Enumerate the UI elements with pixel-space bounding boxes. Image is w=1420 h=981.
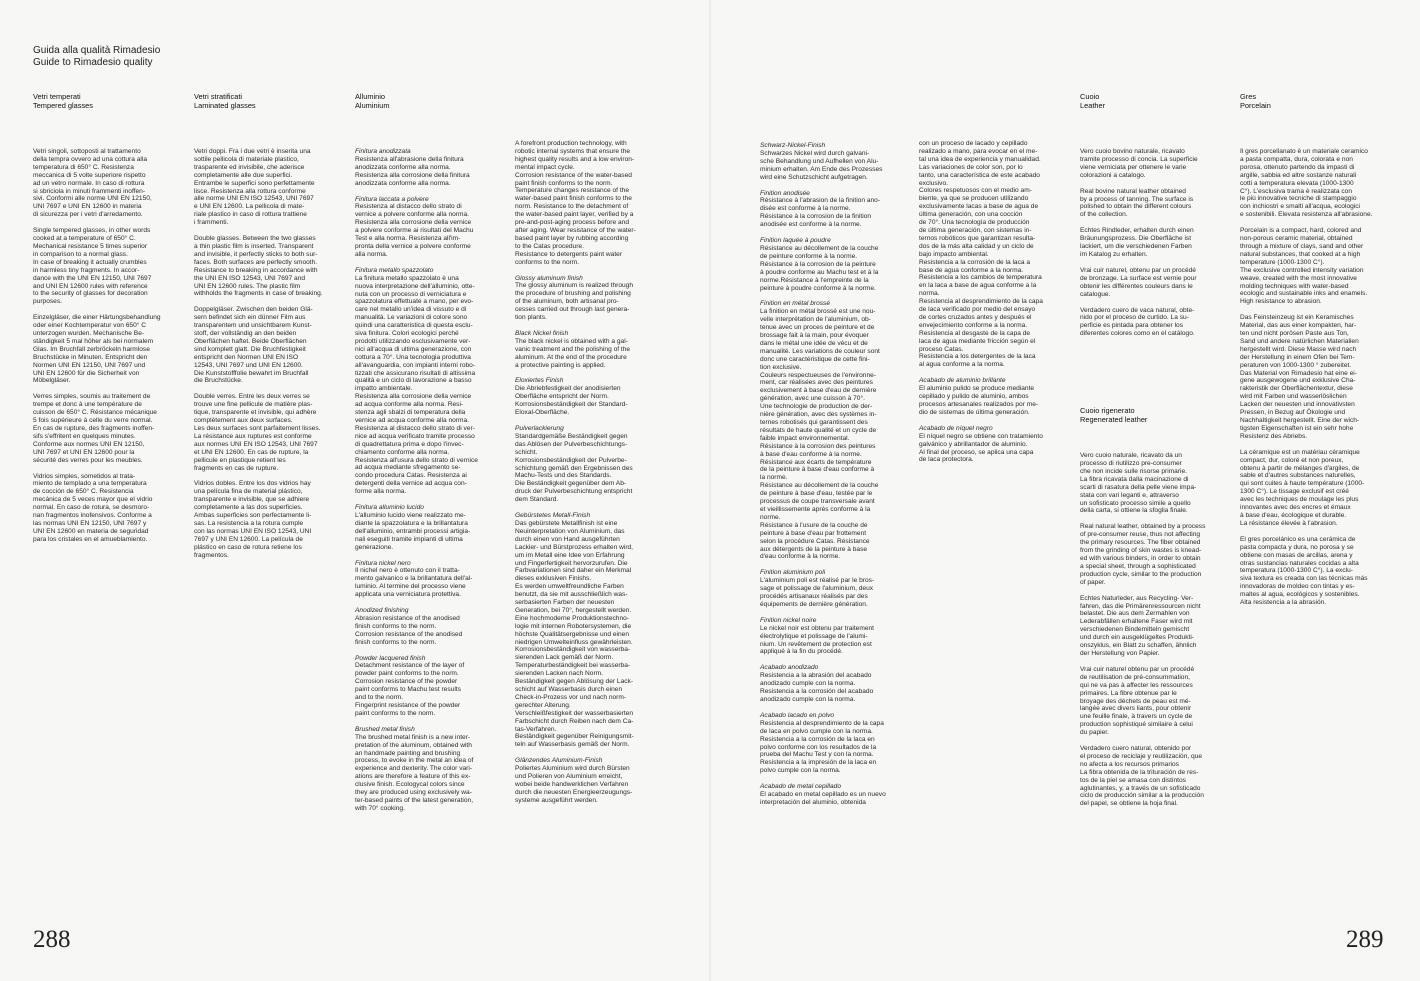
finish-block: [355, 267, 505, 496]
section-spacer: [1080, 346, 1228, 406]
page-gutter: [709, 0, 711, 981]
paragraph: Il gres porcellanato è un materiale ceramico a pasta compatta, dura, colorata e non porosa, ottenuto partendo da impasti di argille, sabbia ed altre sostanze naturali cotti a temperatura elevata (1000-1300 C°). L'esclusiva trama è realizzata con le più innovative tecniche di stampaggio con inchiostri e smalti all'acqua, ecologici e sostenibili. Elevata resistenza all'abrasione.: [1240, 148, 1373, 219]
finish-text: La finition en métal brossé est une nou- velle interprétation de l'aluminium, ob- tenue avec un proces de peinture et de brossage fait à la main, pour évoquer dans le métal une idée de vécu et de manualité. Les variations de couleur sont donc une caractéristique de cette fini- tion exclusive. Couleurs respectueuses de l'environne- ment, car réalisées avec des peintures exclusivement à base d'eau de dernière génération, avec une cuisson à 70°. Une technologie de production de der- nière génération, avec des systèmes in- ternes robotisés qui garantissent des résultats de haute qualité et un cycle de faible impact environnemental. Résistance à la corrosion des peintures à base d'eau conforme à la norme. Résistance aux écarts de température de la peinture à base d'eau conforme à la norme. Résistance au décollement de la couche de peinture à base d'eau, testée par le processus de coupe transversale avant et vieillissemente après conforme à la norme. Résistance à l'usure de la couche de peinture à base d'eau par frottement selon la procédure Catas. Résistance aux détergents de la peinture à base d'eau conforme à la norme.: [760, 308, 880, 561]
paragraph: Echtes Rindleder, erhalten durch einen Bräunungsprozess. Die Oberfläche ist lackiert, um die verschiedenen Farben im Katalog zu erhalten.: [1080, 227, 1194, 258]
finish-title: Finition anodisée: [760, 189, 810, 197]
section-heading-regenerated-it: Cuoio rigenerato: [1080, 406, 1135, 416]
finish-text: Abrasion resistance of the anodised finish conforms to the norm. Corrosion resistance of the anodised finish conforms to the norm.: [355, 614, 463, 646]
section-heading-it: Vetri stratificati: [194, 92, 243, 101]
finish-title: Eloxiertes Finish: [515, 377, 564, 385]
paragraph: Double glasses. Between the two glasses a thin plastic film is inserted. Transparent and invisible, it perfectly sticks to both sur- faces. Both surfaces are perfectly smooth. Resistance to breaking in accordance with the UNI EN ISO 12543, UNI 7697 and UNI EN 12600 rules. The plastic film withholds the fragments in case of breaking.: [194, 235, 323, 298]
finish-text: El níquel negro se obtiene con tratamiento galvánico y abrillantador de aluminio. Al final del proceso, se aplica una capa de laca protectora.: [919, 432, 1043, 464]
finish-title: Black Nickel finish: [515, 329, 569, 337]
paragraph: Das Feinsteinzeug ist ein Keramisches Material, das aus einer kompakten, har- ten und nicht porösen Paste aus Ton, Sand und andere natürlichen Materialien hergestellt wird. Diese Masse wird nach der Herstellung in einem Ofen bei Tem- peraturen von 1000-1300 ° zubereitet. Das Material von Rimadesio hat eine ei- gene ausgewogene und exklusive Cha- rakteristik der Oberflächentextur, diese wird mit Farben und wasserlöslichen Lacken der neuesten und innovativsten Pressen, in Bezug auf Ökologie und Nachhaltigkeit hergestellt. Eine der wich- tigsten Eigenschaften ist ein sehr hohe Resistenz des Abriebs.: [1240, 314, 1360, 440]
section-heading: [33, 92, 181, 110]
finish-block: [355, 196, 505, 259]
paragraph: Double verres. Entre les deux verres se trouve une fine pellicule de matière plas- tique, transparente et invisible, qui adhère complètement aux deux surfaces. Les deux surfaces sont parfaitement lisses. La résistance aux ruptures est conforme aux normes UNI EN ISO 12543, UNI 7697 et UNI EN 12600. En cas de rupture, la pellicule en plastique retient les fragments en cas de rupture.: [194, 393, 321, 472]
paragraph: Real bovine natural leather obtained by a process of tanning. The surface is polished to obtain the different colours of the collection.: [1080, 187, 1194, 219]
finish-text: con un proceso de lacado y cepillado realizado a mano, para evocar en el me- tal una idea de experiencia y manualidad. Las variaciones de color son, por lo tanto, una característica de este acabado exclusivo. Colores respetuosos con el medio am- biente, ya que se producen utilizando exclusivamente lacas a base de agua de última generación, con una cocción de 70°. Una tecnología de producción de última generación, con sistemas in- ternos robóticos que garantizan resulta- dos de la más alta calidad y un ciclo de bajo impacto ambiental. Resistencia a la corrosión de la laca a base de agua conforme a la norma. Resistencia a los cambios de temperatura en la laca a base de agua conforme a la norma. Resistencia al desprendimiento de la capa de laca verificado por medio del ensayo de cortes cruzados antes y después el envejecimiento conforme a la norma. Resistencia al desgaste de la capa de laca de agua mediante fricción según el proceso Catas. Resistencia a los detergentes de la laca al agua conforme a la norma.: [919, 140, 1043, 369]
paragraph: Vidrios simples, sometidos al trata- miento de templado a una temperatura de cocción de 650° C. Resistencia mecánica de 5 veces mayor que el vidrio normal. En caso de rotura, se desmoro- nan fragmentos inofensivos. Conforme a las normas UNI EN 12150, UNI 7697 y UNI EN 12600 en materia de seguridad para los cristales en el amueblamiento.: [33, 472, 153, 543]
finish-text: Standardgemäße Beständigkeit gegen das Ablösen der Pulverbeschichtungs- schicht. Korrosionsbeständigkeit der Pulverbe- schichtung gemäß den Ergebnissen des Machu-Tests und des Standards. Die Beständigkeit gegenüber dem Ab- druck der Pulverbeschichtung entspricht dem Standard.: [515, 432, 633, 504]
finish-block: [515, 140, 665, 267]
finish-text: The brushed metal finish is a new inter- pretation of the aluminum, obtained with an handmade painting and brushing process, to evoke in the metal an idea of experience and dexterity. The color vari- ations are therefore a feature of this ex- clusive finish. Ecologycal colors since they are produced using exclusively wa- ter-based paints of the latest generation, with 70° cooking.: [355, 733, 474, 812]
finish-block: [760, 190, 910, 230]
section-heading-it: Alluminio: [355, 92, 385, 101]
paragraph: Single tempered glasses, in other words cooked at a temperature of 650° C. Mechanical resistance 5 times superior in comparison to a normal glass. In case of breaking it actually crumbles in harmless tiny fragments. In accor- dance with the UNI EN 12150, UNI 7697 and UNI EN 12600 rules with reference to the security of glasses for decoration purposes.: [33, 227, 152, 306]
finish-text: Résistance au décollement de la couche de peinture conforme à la norme. Résistance à la corrosion de la peinture à poudre conforme au Machu test et à la norme.Résistance à l'empreinte de la peinture à poudre conforme à la norme.: [760, 244, 879, 292]
finish-text: L'alluminio lucido viene realizzato me- diante la spazzolatura e la brillantatura dell'alluminio, entrambi processi artigia- nali eseguiti tramite impianti di ultima generazione.: [355, 511, 471, 551]
finish-title: Pulverlackierung: [515, 425, 564, 432]
finish-block: [355, 655, 505, 718]
section-heading-regenerated-en: Regenerated leather: [1080, 415, 1148, 425]
paragraph: Vero cuoio bovino naturale, ricavato tramite processo di concia. La superficie viene verniciata per ottenere le varie colorazioni a catalogo.: [1080, 148, 1198, 179]
finish-text: Schwarzes Nickel wird durch galvani- sche Behandlung und Aufhellen von Alu- minium erhalten. Am Ende des Prozesses wird eine Schutzschicht aufgetragen.: [760, 149, 883, 181]
paragraph: Echtes Naturleder, aus Recycling- Ver- fahren, das die Primärenressourcen nicht belastet. Die aus dem Zermahlen von Lederabfällen erhaltene Faser wird mit verschiedenen Bindemitteln gemischt und durch ein ausgeklügeltes Produkti- onszyklus, ein Blatt zu schaffen, ähnlich der Herstellung von Papier.: [1080, 594, 1201, 657]
finish-text: Résistance à l'abrasion de la finition ano- disée est conforme à la norme. Résistance à la corrosion de la finition anodisée est conforme à la norme.: [760, 197, 881, 229]
finish-text: The glossy aluminum is realized through the procedure of brushing and polishing of the aluminum, both artisanal pro- cesses carried out through last genera- tion plants.: [515, 282, 634, 322]
finish-title: Acabado de metal cepillado: [760, 783, 842, 791]
finish-text: Le nickel noir est obtenu par traitement électrolytique et polissage de l'alumi- nium. Un revêtement de protection est appliqué à la fin du procédé.: [760, 624, 874, 656]
finish-title: Brushed metal finish: [355, 725, 415, 733]
finish-block: [355, 607, 505, 647]
paragraph: Vetri singoli, sottoposti al trattamento della tempra ovvero ad una cottura alla temperatura di 650° C. Resistenza meccanica di 5 volte superiore rispetto ad un vetro normale. In caso di rottura si sbriciola in minuti frammenti inoffen- sivi. Conformi alle norme UNI EN 12150, UNI 7697 e UNI EN 12600 in materia di sicurezza per i vetri d'arredamento.: [33, 148, 152, 219]
finish-block: [515, 275, 665, 322]
finish-title: Acabado anodizado: [760, 664, 819, 672]
column-tempered-glasses: [33, 92, 181, 552]
finish-text: Detachment resistance of the layer of powder paint conforms to the norm. Corrosion resistance of the powder paint conforms to Machu test results and to the norm. Fingerprint resistance of the powder paint conforms to the norm.: [355, 662, 465, 717]
finish-title: Finition aluminium poli: [760, 569, 826, 577]
finish-title: Finition laquée à poudre: [760, 237, 831, 245]
finish-block: [515, 330, 665, 370]
paragraph: Einzelgläser, die einer Härtungsbehandlung oder einer Kochtemperatur von 650° C unterzogen wurden. Mechanische Be- ständigkeit 5 mal höher als bei normalem Glas. Im Bruchfall zerbröckeln harmlose Bruchstücke in Minuten. Entspricht den Normen UNI EN 12150, UNI 7697 und UNI EN 12600 für die Sicherheit von Möbelgläser.: [33, 314, 161, 385]
column-aluminium: [355, 92, 505, 821]
finish-text: El aluminio pulido se produce mediante cepillado y pulido de aluminio, ambos procesos artesanales realizados por me- dio de sistemas de última generación.: [919, 385, 1039, 416]
section-heading: [194, 92, 344, 110]
paragraph: Porcelain is a compact, hard, colored and non-porous ceramic material, obtained through a mixture of clays, sand and other natural substances, that cooked at a high temperature (1000-1300 C°). The exclusive controlled intensity variation weave, created with the most innovative molding techniques with water-based ecologic and sustainable inks and enamels. High resistance to abrasion.: [1240, 227, 1368, 306]
section-heading-it: Vetri temperati: [33, 92, 81, 101]
finish-title: Anodized finishing: [355, 607, 409, 615]
finish-block: [760, 712, 910, 775]
column-aluminium-fr-es: [760, 140, 910, 815]
paragraph: Vero cuoio naturale, ricavato da un processo di riutilizzo pre-consumer che non incide sulle risorse primarie. La fibra ricavata dalla macinazione di scarti di rasatura della pelle viene impa- stata con vari leganti e, attraverso un sofisticato processo simile a quello della carta, si ottiene la sfoglia finale.: [1080, 452, 1197, 515]
finish-text: Resistenza all'abrasione della finitura anodizzata conforme alla norma. Resistenza alla corrosione della finitura anodizzata conforme alla norma.: [355, 155, 470, 187]
finish-text: Poliertes Aluminium wird durch Bürsten und Polieren von Aluminium erreicht, wobei beide handwerklichen Verfahren durch die neuesten Energieerzeugungs- systeme ausgeführt werden.: [515, 765, 633, 804]
section-heading: [1080, 92, 1228, 110]
paragraph: Vrai cuir naturel obtenu par un procédé de reutilisation de pré-consummation, qui ne va pas à affecter les ressources primaires. La fibre obtenue par le broyage des déchets de peau est mé- langée avec divers liants, pour obtenir une feuille finale, à travers un cycle de production sophistiqué similaire à celui du papier.: [1080, 665, 1195, 737]
finish-title: Acabado de aluminio brillante: [919, 377, 1006, 385]
finish-title: Schwarz-Nickel-Finish: [760, 142, 826, 149]
finish-block: [760, 617, 910, 657]
finish-block: [355, 504, 505, 551]
finish-title: Glänzendes Aluminium-Finish: [515, 757, 603, 765]
finish-block: [760, 569, 910, 609]
finish-text: El acabado en metal cepillado es un nuevo interpretación del aluminio, obtenida: [760, 791, 886, 806]
finish-block: [760, 237, 910, 292]
finish-title: Gebürstetes Metall-Finish: [515, 512, 591, 520]
finish-block: [355, 726, 505, 813]
section-heading-en: Porcelain: [1240, 101, 1271, 110]
paragraph: La céramique est un matériau céramique compact, dur, coloré et non poreux, obtenu à partir de mélanges d'argiles, de sable et d'autres substances naturelles, qui sont cuites à haute température (1000- 1300 C°). Le tissage exclusif est créé avec les techniques de moulage les plus innovantes avec des encres et émaux à base d'eau, écologique et durable. La résistance élevée à l'abrasion.: [1240, 448, 1365, 527]
finish-block: [919, 425, 1069, 465]
paragraph: Verdadero cuero natural, obtenido por el proceso de reciclaje y reutilización, que no afecta a los recursos primarios La fibra obtenida de la trituración de res- tos de la piel se amasa con distintos aglutinantes, y, a través de un sofisticado ciclo de producción similar a la producción del papel, se obtiene la hoja final.: [1080, 745, 1204, 808]
finish-block: [919, 140, 1069, 369]
paragraph: Vetri doppi. Fra i due vetri è inserita una sottile pellicola di materiale plastico, trasparente ed invisibile, che aderisce completamente alle due superfici. Entrambe le superfici sono perfettamente lisce. Resistenza alla rottura conforme alle norme UNI EN ISO 12543, UNI 7697 e UNI EN 12600. La pellicola di mate- riale plastico in caso di rottura trattiene i frammenti.: [194, 148, 315, 227]
finish-block: [760, 142, 910, 182]
finish-text: L'aluminium poli est réalisé par le bros- sage et polissage de l'aluminium, deux procédés artisanaux réalisés par des équipements de dernière génération.: [760, 577, 875, 608]
column-porcelain: [1240, 92, 1390, 615]
column-leather: [1080, 92, 1228, 816]
section-heading-it: Cuoio: [1080, 92, 1100, 101]
column-aluminium-continued: [515, 140, 665, 813]
finish-title: Powder lacquered finish: [355, 654, 426, 662]
finish-text: Resistencia a la abrasión del acabado anodizado cumple con la norma. Resistencia a la corrosión del acabado anodizado cumple con la norma.: [760, 672, 874, 703]
finish-title: Acabado lacado en polvo: [760, 711, 835, 719]
finish-block: [760, 783, 910, 807]
section-heading-en: Leather: [1080, 101, 1106, 110]
guide-title-en: Guide to Rimadesio quality: [33, 57, 153, 68]
finish-title: Finitura laccata a polvere: [355, 195, 429, 203]
section-heading-it: Gres: [1240, 92, 1257, 101]
finish-text: Die Abriebfestigkeit der anodisierten Oberfläche entspricht der Norm. Korrosionsbeständigkeit der Standard- Eloxal-Oberfläche.: [515, 385, 628, 417]
guide-title: [33, 45, 160, 69]
finish-block: [919, 377, 1069, 417]
paragraph: Verdadero cuero de vaca natural, obte- nido por el proceso de curtido. La su- perficie es pintada para obtener los diferentes colores como en el catálogo.: [1080, 306, 1195, 338]
paragraph: Vrai cuir naturel, obtenu par un procédé de bronzage. La surface est vernie pour obtenir les différentes couleurs dans le catalogue.: [1080, 266, 1197, 298]
finish-title: Glossy aluminum finish: [515, 274, 583, 282]
page-number-left: 288: [33, 926, 71, 953]
section-heading-en: Tempered glasses: [33, 101, 93, 110]
paragraph: Vidrios dobles. Entre los dos vidrios hay una película fina de material plástico, transparente e invisible, que se adhiere completamente a las dos superficies. Ambas superficies son perfectamente li- sas. La resistencia a la rotura cumple con las normas UNI EN ISO 12543, UNI 7697 y UNI EN 12600. La película de plástico en caso de rotura retiene los fragmentos.: [194, 480, 312, 559]
finish-block: [515, 757, 665, 804]
finish-block: [760, 664, 910, 704]
finish-text: Resistenza al distacco dello strato di vernice a polvere conforme alla norma. Resistenza alla corrosione della vernice a polvere conforme ai risultati del Machu Test e alla norma. Resistenza all'im- pronta della vernice a polvere conforme alla norma.: [355, 203, 474, 258]
section-heading-en: Laminated glasses: [194, 101, 256, 110]
section-heading: [355, 92, 505, 110]
finish-text: The black nickel is obtained with a gal- vanic treatment and the polishing of the aluminum. At the end of the procedure a protective painting is applied.: [515, 337, 631, 369]
finish-title: Finition nickel noire: [760, 616, 817, 624]
finish-block: [355, 148, 505, 188]
finish-title: Finitura metallo spazzolato: [355, 266, 434, 274]
page-number-right: 289: [1346, 926, 1384, 953]
finish-block: [515, 425, 665, 504]
finish-text: Resistencia al desprendimiento de la capa de laca en polvo cumple con la norma. Resistencia a la corrosión de la laca en polvo conforme con los resultados de la prueba del Machu Test y con la norma. Resistencia a la impresión de la laca en polvo cumple con la norma.: [760, 719, 884, 775]
finish-block: [515, 512, 665, 749]
column-aluminium-es: [919, 140, 1069, 472]
finish-block: [515, 377, 665, 417]
finish-text: La finitura metallo spazzolato è una nuova interpretazione dell'alluminio, otte- nuta con un processo di verniciatura e spazzolatura effettuate a mano, per evo- care nel metallo un'idea di vissuto e di manualità. Le variazioni di colore sono quindi una caratteristica di questa esclu- siva finitura. Colori ecologici perché prodotti utilizzando esclusivamente ver- nici all'acqua di ultima generazione, con cottura a 70°. Una tecnologia produttiva all'avanguardia, con impianti interni robo- tizzati che assicurano risultati di altissima qualità e un ciclo di lavorazione a basso impatto ambientale. Resistenza alla corrosione della vernice ad acqua conforme alla norma. Resi- stenza agli sbalzi di temperatura della vernice ad acqua conforme alla norma. Resistenza al distacco dello strato di ver- nice ad acqua verificato tramite processo di quadrettatura prima e dopo l'invec- chiamento conforme alla norma. Resistenza all'usura dello strato di vernice ad acqua mediante sfregamento se- condo procedura Catas. Resistenza ai detergenti della vernice ad acqua con- forme alla norma.: [355, 274, 478, 496]
finish-text: Il nichel nero è ottenuto con il tratta- mento galvanico e la brillantatura dell'al- luminio. Al termine del processo viene applicata una verniciatura protettiva.: [355, 567, 473, 599]
finish-text: Das gebürstete Metallfinish ist eine Neuinterpretation von Aluminium, das durch einen von Hand ausgeführten Lackier- und Bürstprozess erhalten wird, um im Metall eine Idee von Erfahrung und Fingerfertigkeit hervorzurufen. Die Farbvariationen sind daher ein Merkmal dieses exklusiven Finishs. Es werden umweltfreundliche Farben benutzt, da sie mit ausschließlich was- serbasierten Farben der neuesten Generation, bei 70°, hergestellt werden. Eine hochmoderne Produktionstechno- logie mit internen Robotersystemen, die höchste Qualitätsergebnisse und einen niedrigen Umwelteinfluss gewährleisten. Korrosionsbeständigkeit von wasserba- sierenden Lack gemäß der Norm. Temperaturbeständigkeit bei wasserba- sierenden Lacken nach Norm. Beständigkeit gegen Ablösung der Lack- schicht auf Wasserbasis durch einen Check-in-Prozess vor und nach norm- gerechter Alterung. Verschleißfestigkeit der wasserbasierten Farbschicht durch Reiben nach dem Ca- tas-Verfahren. Beständigkeit gegenüber Reinigungsmit- teln auf Wasserbasis gemäß der Norm.: [515, 519, 634, 749]
section-heading: [1240, 92, 1390, 110]
section-heading-regenerated: [1080, 406, 1228, 424]
paragraph: Doppelgläser. Zwischen den beiden Glä- sern befindet sich ein dünner Film aus transparentem und unsichtbarem Kunst- stoff, der vollständig an den beiden Oberflächen haftet. Beide Oberflächen sind komplett glatt. Die Bruchfestigkeit entspricht den Normen UNI EN ISO 12543, UNI 7697 und UNI EN 12600. Die Kunststofffolie bewahrt im Bruchfall die Bruchstücke.: [194, 306, 313, 385]
finish-title: Finitura anodizzata: [355, 148, 411, 155]
paragraph: El gres porcelánico es una cerámica de pasta compacta y dura, no porosa y se obtiene con masas de arcillas, arena y otras sustancias naturales cocidas a alta temperatura (1000-1300 C°). La exclu- siva textura es creada con las técnicas más innovadoras de moldeo con tintas y es- maltes al agua, ecológicos y sostenibles. Alta resistencia a la abrasión.: [1240, 535, 1368, 607]
finish-title: Finitura nickel nero: [355, 559, 411, 567]
finish-title: Finition en métal brossé: [760, 300, 831, 308]
finish-block: [760, 300, 910, 561]
guide-title-it: Guida alla qualità Rimadesio: [33, 45, 161, 56]
finish-text: A forefront production technology, with robotic internal systems that ensure the highest quality results and a low environ- mental impact cycle. Corrosion resistance of the water-based paint finish conforms to the norm. Temperature changes resistance of the water-based paint finish conforms to the norm. Resistance to the detachment of the water-based paint layer, verified by a pre-and-post-aging process before and after aging. Wear resistance of the water- based paint layer by rubbing according to the Catas procedure. Resistance to detergents paint water conforms to the norm.: [515, 140, 636, 266]
paragraph: Verres simples, soumis au traitement de trempe et donc à une température de cuisson de 650° C. Résistance mécanique 5 fois supérieure à celle du verre normal. En cas de rupture, des fragments inoffen- sifs s'effritent en quelques minutes. Conforme aux normes UNI EN 12150, UNI 7697 et UNI EN 12600 pour la sécurité des verres pour les meubles.: [33, 393, 157, 464]
section-heading-en: Aluminium: [355, 101, 390, 110]
finish-block: [355, 560, 505, 600]
column-laminated-glasses: [194, 92, 344, 568]
finish-title: Finitura alluminio lucido: [355, 504, 424, 512]
paragraph: Real natural leather, obtained by a process of pre-consumer reuse, thus not affecting the primary resources. The fiber obtained from the grinding of skin wastes is knead- ed with various binders, in order to obtain a special sheet, through a sophisticated production cycle, similar to the production of paper.: [1080, 523, 1206, 586]
finish-title: Acabado de níquel negro: [919, 424, 993, 432]
